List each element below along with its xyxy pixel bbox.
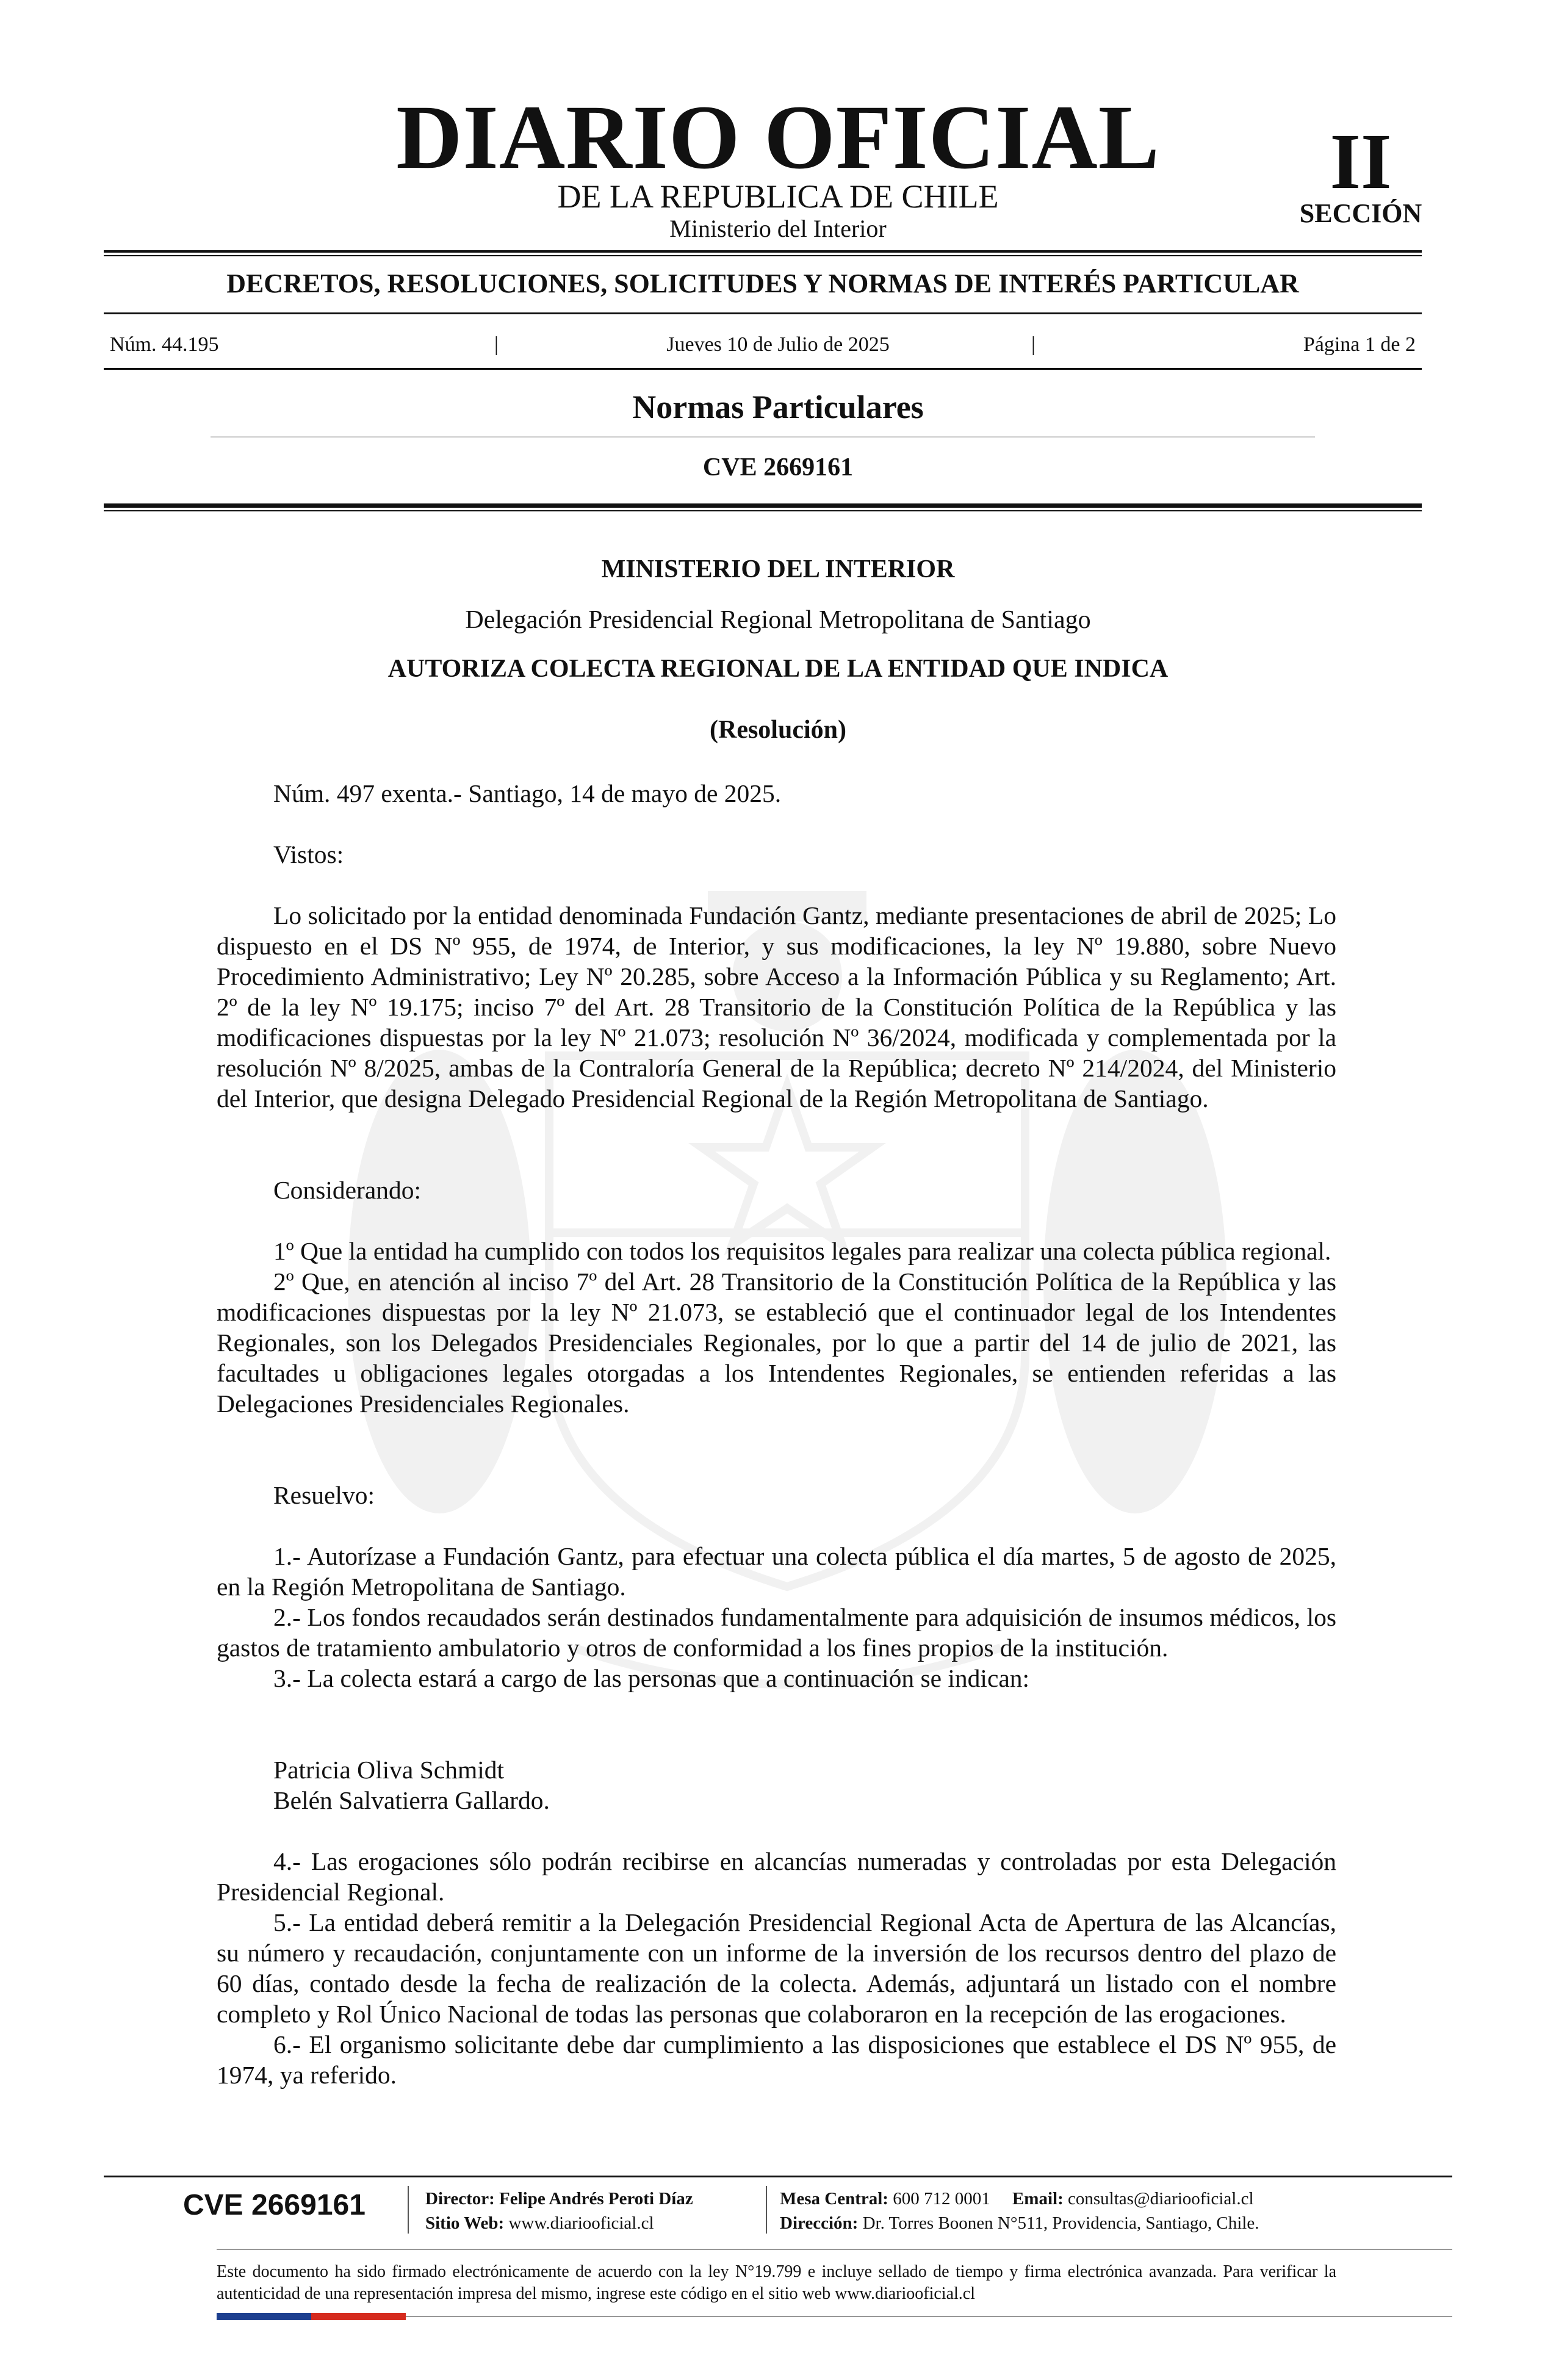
footer-legal-note: Este documento ha sido firmado electrónicamente de acuerdo con la ley N°19.799 e incluye sellado de tiempo y firma electrónica avanzada. Para verificar la autenticidad de una representación impresa del mismo, ingrese este código en el sitio web www.diariooficial.cl bbox=[217, 2262, 1336, 2303]
issue-number: Núm. 44.195 bbox=[110, 333, 219, 356]
masthead-rule bbox=[104, 250, 1422, 253]
masthead-rule-thin bbox=[104, 255, 1422, 256]
footer-phone: 600 712 0001 bbox=[893, 2189, 990, 2209]
document-agency: Delegación Presidencial Regional Metropolitana de Santiago bbox=[465, 606, 1091, 634]
footer-divider bbox=[766, 2186, 767, 2234]
footer-rule bbox=[104, 2176, 1452, 2177]
footer-address-label: Dirección: bbox=[780, 2213, 859, 2233]
flag-stripe-red bbox=[311, 2313, 406, 2320]
considerando-item: 1º Que la entidad ha cumplido con todos los requisitos legales para realizar una colecta pública regional. bbox=[273, 1237, 1331, 1265]
decree-banner: DECRETOS, RESOLUCIONES, SOLICITUDES Y NORMAS DE INTERÉS PARTICULAR bbox=[226, 269, 1299, 298]
masthead-title: DIARIO OFICIAL bbox=[396, 87, 1160, 188]
footer-note-rule bbox=[217, 2249, 1452, 2250]
footer-director-name: Felipe Andrés Peroti Díaz bbox=[499, 2189, 693, 2209]
issue-separator: | bbox=[494, 333, 499, 356]
vistos-label: Vistos: bbox=[273, 840, 344, 868]
resuelvo-item: 1.- Autorízase a Fundación Gantz, para efectuar una colecta pública el día martes, 5 de agosto de 2025, en la Región Metropolitana de Santiago. bbox=[217, 1542, 1336, 1601]
vistos-block bbox=[217, 900, 1336, 1114]
resolution-number: Núm. 497 exenta.- Santiago, 14 de mayo de 2025. bbox=[273, 779, 782, 807]
resuelvo-item: 5.- La entidad deberá remitir a la Delegación Presidencial Regional Acta de Apertura de las Alcancías, su número y recaudación, conjuntamente con un informe de la inversión de los recursos dentro del plazo de 60 días, contado desde la fecha de realización de la colecta. Además, adjuntará un listado con el nombre completo y Rol Único Nacional de todas las personas que colaboraron en la recepción de las erogaciones. bbox=[217, 1908, 1336, 2028]
footer-contact bbox=[780, 2188, 1254, 2210]
considerando-label: Considerando: bbox=[273, 1176, 422, 1204]
footer-email-label: Email: bbox=[1012, 2189, 1064, 2209]
issue-rule bbox=[104, 368, 1422, 370]
footer-director bbox=[425, 2188, 693, 2210]
considerando-block bbox=[217, 1236, 1336, 1419]
masthead-subtitle: DE LA REPUBLICA DE CHILE bbox=[557, 178, 999, 215]
footer-director-label: Director: bbox=[425, 2189, 495, 2209]
person-name: Belén Salvatierra Gallardo. bbox=[273, 1786, 550, 1814]
masthead-ministry: Ministerio del Interior bbox=[669, 215, 887, 242]
resuelvo-item: 6.- El organismo solicitante debe dar cumplimiento a las disposiciones que establece el DS Nº 955, de 1974, ya referido. bbox=[217, 2030, 1336, 2089]
footer-email-link[interactable]: consultas@diariooficial.cl bbox=[1068, 2189, 1254, 2209]
resuelvo-label: Resuelvo: bbox=[273, 1481, 375, 1509]
footer-address bbox=[780, 2212, 1259, 2234]
banner-rule bbox=[104, 312, 1422, 314]
considerando-item: 2º Que, en atención al inciso 7º del Art. 28 Transitorio de la Constitución Política de la República y las modificaciones dispuestas por la ley Nº 21.073, se estableció que el continuador legal de los Intendentes Regionales, son los Delegados Presidenciales Regionales, por lo que a partir del 14 de julio de 2021, las facultades u obligaciones legales otorgadas a los Intendentes Regionales, se entienden referidas a las Delegaciones Presidenciales Regionales. bbox=[217, 1268, 1336, 1418]
footer-divider bbox=[408, 2186, 409, 2234]
footer-cve: CVE 2669161 bbox=[183, 2189, 366, 2221]
section-title-rule bbox=[211, 436, 1315, 438]
footer-web-link[interactable]: www.diariooficial.cl bbox=[508, 2213, 654, 2233]
header-bottom-rule-thin bbox=[104, 510, 1422, 511]
footer-phone-label: Mesa Central: bbox=[780, 2189, 888, 2209]
document-ministry: MINISTERIO DEL INTERIOR bbox=[601, 555, 955, 583]
vistos-label-block bbox=[217, 839, 1336, 870]
document-type: (Resolución) bbox=[710, 716, 846, 744]
resuelvo-label-block bbox=[217, 1480, 1336, 1510]
resuelvo-block-a bbox=[217, 1541, 1336, 1693]
resuelvo-item: 2.- Los fondos recaudados serán destinados fundamentalmente para adquisición de insumos médicos, los gastos de tratamiento ambulatorio y otros de conformidad a los fines propios de la institución. bbox=[217, 1603, 1336, 1662]
persons-list bbox=[217, 1754, 1336, 1816]
vistos-text: Lo solicitado por la entidad denominada Fundación Gantz, mediante presentaciones de abril de 2025; Lo dispuesto en el DS Nº 955, de 1974, de Interior, y sus modificaciones, la ley Nº 19.880, sobre Nuevo Procedimiento Administrativo; Ley Nº 20.285, sobre Acceso a la Información Pública y su Reglamento; Art. 2º de la ley Nº 19.175; inciso 7º del Art. 28 Transitorio de la Constitución Política de la República y las modificaciones dispuestas por la ley Nº 21.073; resolución Nº 36/2024, modificada y complementada por la resolución Nº 8/2025, ambas de la Contraloría General de la República; decreto Nº 214/2024, del Ministerio del Interior, que designa Delegado Presidencial Regional de la Región Metropolitana de Santiago. bbox=[217, 901, 1336, 1112]
resuelvo-item: 3.- La colecta estará a cargo de las personas que a continuación se indican: bbox=[273, 1664, 1030, 1692]
resuelvo-block-b bbox=[217, 1846, 1336, 2090]
issue-page: Página 1 de 2 bbox=[1303, 333, 1416, 356]
footer-web bbox=[425, 2212, 654, 2234]
section-label: SECCIÓN bbox=[1299, 198, 1422, 228]
section-number: II bbox=[1330, 118, 1392, 206]
document-title: AUTORIZA COLECTA REGIONAL DE LA ENTIDAD QUE INDICA bbox=[387, 655, 1169, 683]
resolution-number-line bbox=[217, 778, 1336, 809]
flag-stripe-blue bbox=[217, 2313, 311, 2320]
considerando-label-block bbox=[217, 1175, 1336, 1205]
cve-code: CVE 2669161 bbox=[702, 453, 854, 481]
issue-separator: | bbox=[1031, 333, 1036, 356]
header-bottom-rule bbox=[104, 503, 1422, 508]
footer-address-text: Dr. Torres Boonen N°511, Providencia, Santiago, Chile. bbox=[862, 2213, 1259, 2233]
resuelvo-item: 4.- Las erogaciones sólo podrán recibirse en alcancías numeradas y controladas por esta Delegación Presidencial Regional. bbox=[217, 1847, 1336, 1906]
section-title: Normas Particulares bbox=[632, 389, 924, 425]
issue-date: Jueves 10 de Julio de 2025 bbox=[666, 333, 890, 356]
footer-bottom-rule bbox=[406, 2316, 1452, 2317]
footer-web-label: Sitio Web: bbox=[425, 2213, 505, 2233]
person-name: Patricia Oliva Schmidt bbox=[273, 1756, 505, 1784]
